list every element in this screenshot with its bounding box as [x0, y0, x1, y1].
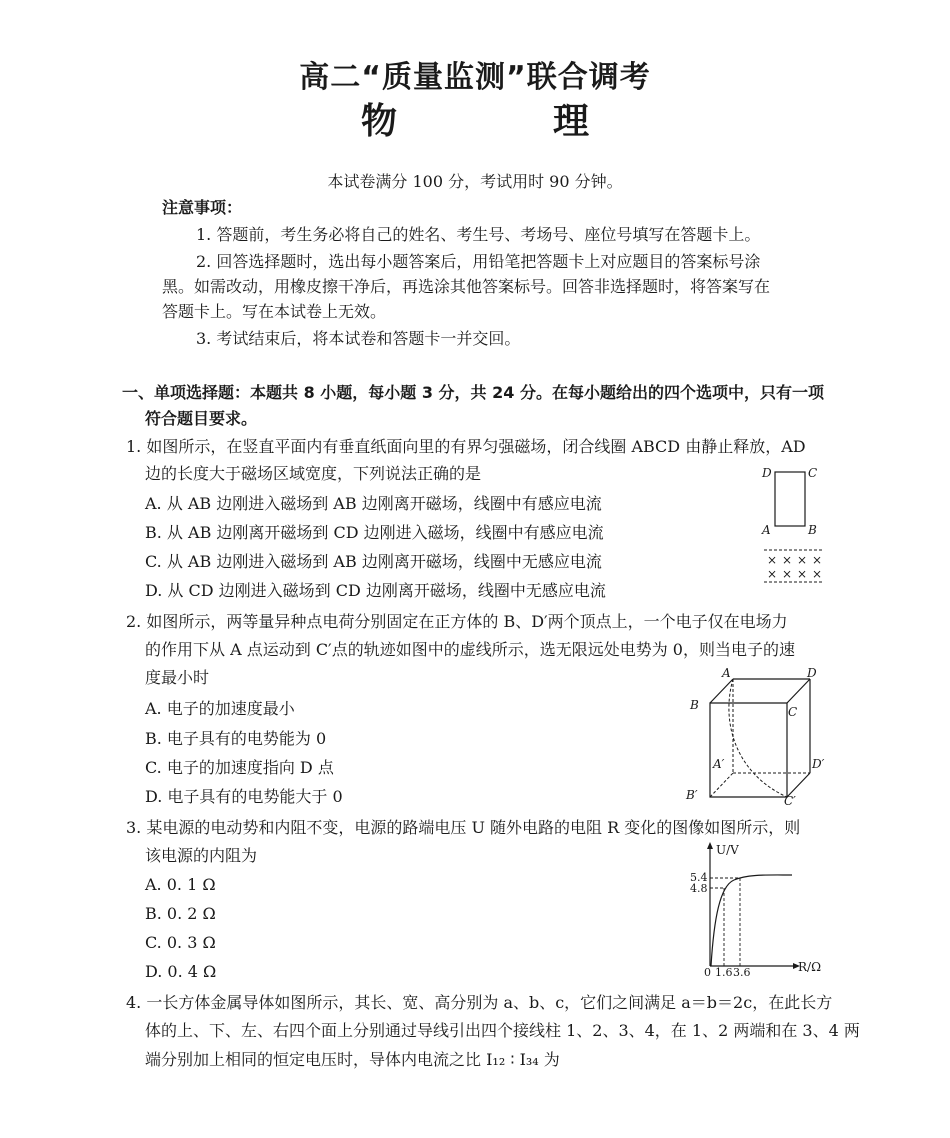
q1-option-b[interactable]: B. 从 AB 边刚离开磁场到 CD 边刚进入磁场，线圈中有感应电流 [145, 523, 604, 542]
x-tick-0: 0 [704, 966, 711, 979]
q3-option-a[interactable]: A. 0. 1 Ω [145, 875, 216, 894]
notice-line: 黑。如需改动，用橡皮擦干净后，再选涂其他答案标号。回答非选择题时，将答案写在 [162, 277, 771, 296]
q2-option-a[interactable]: A. 电子的加速度最小 [145, 699, 295, 718]
x-axis-label: R/Ω [798, 960, 822, 974]
notice-line: 答题卡上。写在本试卷上无效。 [162, 302, 387, 321]
q2-stem: 度最小时 [145, 668, 210, 687]
field-x-mark: × [767, 553, 778, 567]
q2-stem: 的作用下从 A 点运动到 C′点的轨迹如图中的虚线所示，选无限远处电势为 0，则当电子的速 [145, 640, 795, 659]
field-x-mark: × [782, 553, 793, 567]
label-d: D [762, 466, 772, 480]
q1-option-c[interactable]: C. 从 AB 边刚进入磁场到 AB 边刚离开磁场，线圈中无感应电流 [145, 552, 602, 571]
label-c-prime: C′ [784, 794, 796, 808]
q2-option-b[interactable]: B. 电子具有的电势能为 0 [145, 729, 327, 748]
label-c: C [808, 466, 818, 480]
q3-option-b[interactable]: B. 0. 2 Ω [145, 904, 216, 923]
exam-title: 高二“质量监测”联合调考 [299, 60, 651, 95]
field-x-mark: × [782, 567, 793, 581]
field-x-mark: × [812, 567, 823, 581]
q3-graph [688, 838, 838, 978]
coil-rect [775, 472, 805, 526]
notice-line: 3. 考试结束后，将本试卷和答题卡一并交回。 [196, 329, 521, 348]
q3-stem: 该电源的内阻为 [145, 846, 258, 865]
cube-hidden-edge [710, 773, 733, 797]
notice-heading: 注意事项： [162, 198, 243, 217]
label-b: B [690, 698, 699, 712]
exam-info: 本试卷满分 100 分，考试用时 90 分钟。 [327, 172, 623, 191]
q3-option-d[interactable]: D. 0. 4 Ω [145, 962, 217, 981]
field-x-mark: × [797, 567, 808, 581]
q2-option-d[interactable]: D. 电子具有的电势能大于 0 [145, 787, 343, 806]
field-x-mark: × [797, 553, 808, 567]
q2-option-c[interactable]: C. 电子的加速度指向 D 点 [145, 758, 334, 777]
q2-cube-figure [680, 665, 830, 807]
label-c: C [788, 705, 798, 719]
label-d: D [807, 666, 817, 680]
cube-front-face [710, 703, 787, 797]
u-r-curve [711, 875, 792, 966]
notice-line: 1. 答题前，考生务必将自己的姓名、考生号、考场号、座位号填写在答题卡上。 [196, 225, 761, 244]
q1-figure [755, 458, 835, 586]
section-heading: 一、单项选择题：本题共 8 小题，每小题 3 分，共 24 分。在每小题给出的四个选项中，只有一项 [122, 383, 824, 402]
magnetic-field-marks [767, 553, 822, 581]
q3-stem: 3. 某电源的电动势和内阻不变，电源的路端电压 U 随外电路的电阻 R 变化的图像如图所示，则 [126, 818, 801, 837]
label-d-prime: D′ [812, 757, 825, 771]
label-a-prime: A′ [713, 757, 725, 771]
q2-stem: 2. 如图所示，两等量异种点电荷分别固定在正方体的 B、D′两个顶点上，一个电子仅在电场力 [126, 612, 788, 631]
section-heading: 符合题目要求。 [145, 409, 258, 428]
y-axis-label: U/V [716, 843, 739, 857]
field-x-mark: × [767, 567, 778, 581]
label-b-prime: B′ [686, 788, 698, 802]
cube-edge [787, 679, 810, 703]
field-x-mark: × [812, 553, 823, 567]
x-tick-1-6: 1.6 [715, 966, 733, 979]
q4-stem: 体的上、下、左、右四个面上分别通过导线引出四个接线柱 1、2、3、4，在 1、2 两端和在 3、4 两 [145, 1021, 860, 1040]
q1-stem: 边的长度大于磁场区域宽度，下列说法正确的是 [145, 464, 482, 483]
subject-title: 物 理 [360, 101, 649, 142]
y-axis-arrow [707, 842, 713, 849]
q1-option-a[interactable]: A. 从 AB 边刚进入磁场到 AB 边刚离开磁场，线圈中有感应电流 [145, 494, 602, 513]
label-a: A [762, 523, 771, 537]
q1-option-d[interactable]: D. 从 CD 边刚进入磁场到 CD 边刚离开磁场，线圈中无感应电流 [145, 581, 606, 600]
q1-stem: 1. 如图所示，在竖直平面内有垂直纸面向里的有界匀强磁场，闭合线圈 ABCD 由静止释放，AD [126, 437, 806, 456]
label-a: A [722, 666, 731, 680]
notice-line: 2. 回答选择题时，选出每小题答案后，用铅笔把答题卡上对应题目的答案标号涂 [196, 252, 761, 271]
q3-option-c[interactable]: C. 0. 3 Ω [145, 933, 216, 952]
x-tick-3-6: 3.6 [733, 966, 751, 979]
q4-stem: 4. 一长方体金属导体如图所示，其长、宽、高分别为 a、b、c，它们之间满足 a＝b＝2c，在此长方 [126, 993, 833, 1012]
y-tick-4-8: 4.8 [690, 882, 708, 895]
y-tick-5-4: 5.4 [690, 871, 708, 884]
label-b: B [808, 523, 817, 537]
electron-trajectory [729, 679, 787, 797]
q4-stem: 端分别加上相同的恒定电压时，导体内电流之比 I₁₂ ∶ I₃₄ 为 [145, 1050, 560, 1069]
